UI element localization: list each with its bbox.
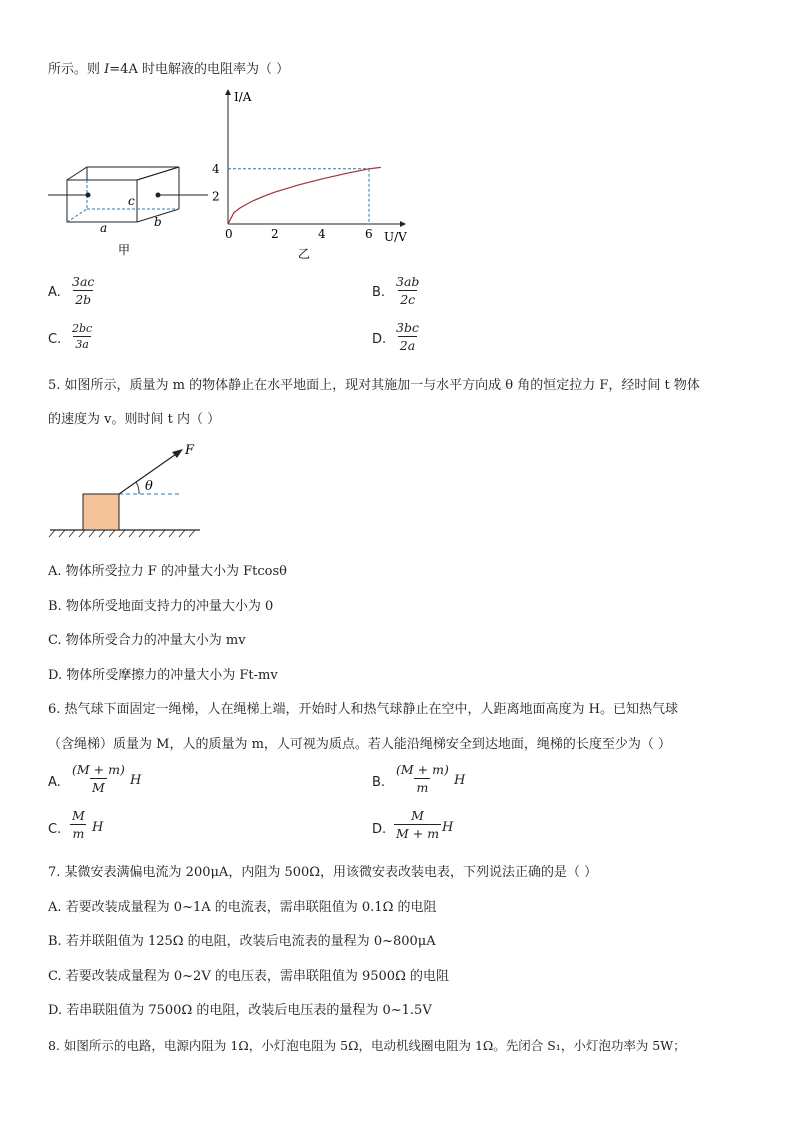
q6-option-b-tail: H bbox=[454, 773, 466, 788]
q7-option-b[interactable]: B. 若并联阻值为 125Ω 的电阻，改装后电流表的量程为 0~800μA bbox=[48, 934, 436, 949]
q5-option-a[interactable]: A. 物体所受拉力 F 的冲量大小为 Ftcosθ bbox=[48, 564, 287, 579]
q4-option-d-fraction[interactable]: $\frac{3bc}{2a}$ bbox=[396, 320, 419, 353]
q4-option-b-letter[interactable]: B. bbox=[372, 285, 386, 300]
q6-option-d-fraction[interactable]: $\frac{M}{M + m}$ bbox=[396, 808, 440, 841]
q5-option-c[interactable]: C. 物体所受合力的冲量大小为 mv bbox=[48, 633, 246, 648]
q6-option-c-fraction[interactable]: $\frac{M}{m}$ bbox=[72, 808, 85, 841]
origin-label: 0 bbox=[225, 227, 233, 241]
q4-option-a-letter[interactable]: A. bbox=[48, 285, 61, 300]
x-axis-label: U/V bbox=[384, 230, 407, 244]
q7-option-a[interactable]: A. 若要改装成量程为 0~1A 的电流表，需串联阻值为 0.1Ω 的电阻 bbox=[48, 900, 437, 915]
label-theta: θ bbox=[145, 479, 153, 494]
q5-stem-line2: 的速度为 v。则时间 t 内（ ） bbox=[48, 412, 221, 427]
caption-yi: 乙 bbox=[298, 247, 311, 261]
q6-option-c-tail: H bbox=[92, 820, 104, 835]
q4-option-d-letter[interactable]: D. bbox=[372, 332, 387, 347]
figure-yi-chart bbox=[200, 85, 410, 265]
q5-option-b[interactable]: B. 物体所受地面支持力的冲量大小为 0 bbox=[48, 599, 274, 614]
q6-option-c-letter[interactable]: C. bbox=[48, 822, 62, 837]
x-tick-label: 2 bbox=[271, 227, 279, 241]
q6-option-b-letter[interactable]: B. bbox=[372, 775, 386, 790]
caption-jia: 甲 bbox=[118, 243, 131, 257]
q7-option-d[interactable]: D. 若串联阻值为 7500Ω 的电阻，改装后电压表的量程为 0~1.5V bbox=[48, 1003, 432, 1018]
q7-option-c[interactable]: C. 若要改装成量程为 0~2V 的电压表，需串联阻值为 9500Ω 的电阻 bbox=[48, 969, 449, 984]
x-tick-label: 4 bbox=[318, 227, 326, 241]
q7-stem: 7. 某微安表满偏电流为 200μA，内阻为 500Ω，用该微安表改装电表，下列说法正确的是（ ） bbox=[48, 865, 598, 880]
q6-option-a-fraction[interactable]: $\frac{(M + m)}{M}$ bbox=[72, 762, 125, 795]
q4-stem: 所示。则 I=4A 时电解液的电阻率为（ ） bbox=[48, 62, 290, 77]
series-line bbox=[228, 167, 381, 224]
q5-option-d[interactable]: D. 物体所受摩擦力的冲量大小为 Ft-mv bbox=[48, 668, 278, 683]
label-c: c bbox=[128, 194, 135, 208]
q6-option-a-letter[interactable]: A. bbox=[48, 775, 61, 790]
q6-stem-line2: （含绳梯）质量为 M，人的质量为 m，人可视为质点。若人能沿绳梯安全到达地面，绳梯的长度至少为（ ） bbox=[48, 737, 672, 752]
q6-option-d-tail: H bbox=[442, 820, 454, 835]
label-a: a bbox=[100, 221, 108, 235]
q5-figure bbox=[45, 438, 215, 548]
y-tick-label: 4 bbox=[212, 161, 220, 176]
figure-jia bbox=[40, 150, 220, 265]
y-axis-label: I/A bbox=[234, 90, 252, 104]
q5-stem-line1: 5. 如图所示，质量为 m 的物体静止在水平地面上，现对其施加一与水平方向成 θ 角的恒定拉力 F，经时间 t 物体 bbox=[48, 378, 700, 393]
q4-option-c-letter[interactable]: C. bbox=[48, 332, 62, 347]
q6-option-b-fraction[interactable]: $\frac{(M + m)}{m}$ bbox=[396, 762, 449, 795]
y-tick-label: 2 bbox=[212, 189, 220, 204]
q6-option-d-letter[interactable]: D. bbox=[372, 822, 387, 837]
label-b: b bbox=[154, 215, 162, 229]
q6-stem-line1: 6. 热气球下面固定一绳梯，人在绳梯上端，开始时人和热气球静止在空中，人距离地面高度为 H。已知热气球 bbox=[48, 702, 679, 717]
label-F: F bbox=[185, 443, 195, 458]
block bbox=[83, 494, 119, 530]
q6-option-a-tail: H bbox=[130, 773, 142, 788]
q4-option-b-fraction[interactable]: $\frac{3ab}{2c}$ bbox=[396, 274, 420, 307]
q4-option-a-fraction[interactable]: $\frac{3ac}{2b}$ bbox=[72, 274, 95, 307]
q4-option-c-fraction[interactable]: $\frac{2bc}{3a}$ bbox=[72, 322, 93, 351]
q8-stem: 8. 如图所示的电路，电源内阻为 1Ω，小灯泡电阻为 5Ω，电动机线圈电阻为 1Ω。先闭合 S₁，小灯泡功率为 5W； bbox=[48, 1038, 686, 1053]
x-tick-label: 6 bbox=[365, 227, 373, 241]
